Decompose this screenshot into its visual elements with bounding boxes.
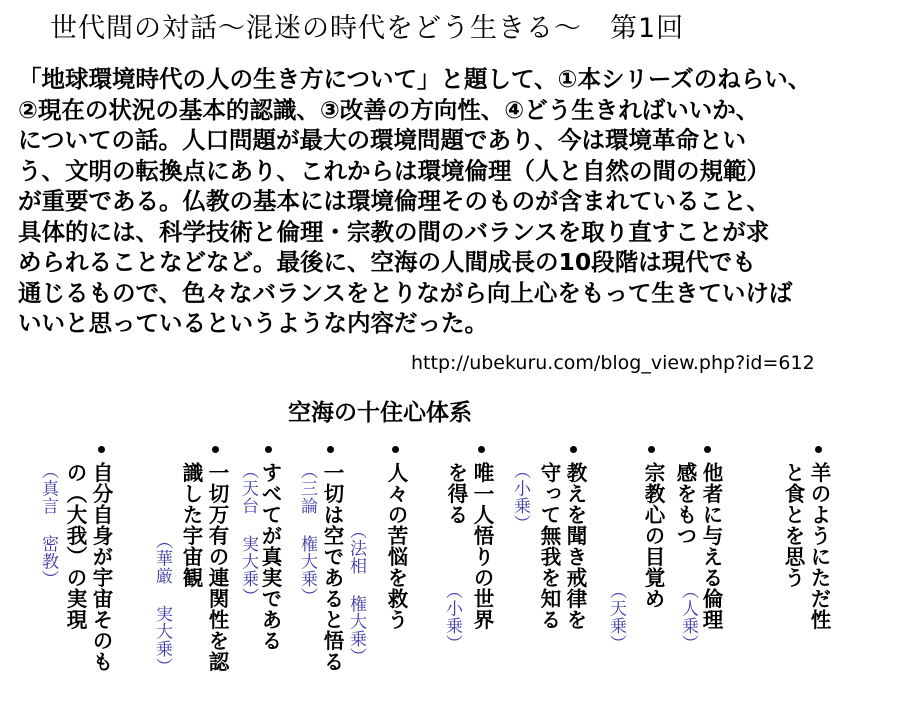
paragraph-line: が重要である。仏教の基本には環境倫理そのものが含まれていること、 <box>18 187 770 215</box>
stage-line: 教えを聞き戒律を <box>563 462 587 630</box>
stage-text <box>640 462 666 609</box>
summary-paragraph <box>18 64 888 339</box>
stage-text <box>62 462 114 672</box>
stage-line: 自分自身が宇宙そのも <box>89 462 113 672</box>
stage-annotation: （天乗） <box>606 582 626 652</box>
stage-line: を得る <box>444 462 468 525</box>
paragraph-line: いいと思っているというような内容だった。 <box>18 309 488 337</box>
stage-text <box>780 462 832 630</box>
stage-line: 識した宇宙観 <box>179 462 203 588</box>
stage-line: と食とを思う <box>781 462 805 588</box>
stage-annotation: （華厳 実大乗） <box>152 532 172 675</box>
bullet-icon <box>392 446 399 453</box>
stage-annotation: （人乗） <box>678 582 698 652</box>
stage-annotation: （小乗） <box>442 582 462 652</box>
paragraph-line: についての話。人口問題が最大の環境問題であり、今は環境革命とい <box>18 126 747 154</box>
paragraph-line: う、文明の転換点にあり、これからは環境倫理（人と自然の間の規範） <box>18 156 770 185</box>
source-url[interactable]: http://ubekuru.com/blog_view.php?id=612 <box>411 352 815 374</box>
paragraph-line: 「地球環境時代の人の生き方について」と題して、①本シリーズのねらい、 <box>18 65 812 93</box>
stage-line: 唯一人悟りの世界 <box>470 462 494 630</box>
bullet-icon <box>212 446 219 453</box>
stage-text <box>536 462 588 630</box>
paragraph-line: められることなどなど。最後に、空海の人間成長の10段階は現代でも <box>18 248 756 276</box>
stage-annotation: （真言 密教） <box>38 462 58 588</box>
stage-text <box>319 462 345 672</box>
stage-line: 羊のようにただ性 <box>807 462 831 630</box>
stage-text <box>178 462 230 672</box>
paragraph-line: 具体的には、科学技術と倫理・宗教の間のバランスを取り直すことが求 <box>18 217 770 246</box>
stage-text <box>383 462 409 630</box>
stage-annotation: （法相 権大乗） <box>346 522 366 665</box>
stage-line: 守って無我を知る <box>537 462 561 630</box>
bullet-icon <box>815 446 822 453</box>
stage-line: 宗教心の目覚め <box>641 462 665 609</box>
stage-line: すべてが真実である <box>258 462 282 651</box>
section-title: 空海の十住心体系 <box>288 400 472 426</box>
paragraph-line: ②現在の状況の基本的認識、③改善の方向性、④どう生きればいいか、 <box>18 95 760 124</box>
stage-line: 一切万有の連関性を認 <box>205 462 229 672</box>
stage-line: 人々の苦悩を救う <box>384 462 408 630</box>
stage-line: の（大我）の実現 <box>63 462 87 630</box>
bullet-icon <box>327 446 334 453</box>
stage-line: 一切は空であると悟る <box>320 462 344 672</box>
bullet-icon <box>704 446 711 453</box>
bullet-icon <box>648 446 655 453</box>
stage-line: 他者に与える倫理 <box>699 462 723 630</box>
paragraph-line: 通じるもので、色々なバランスをとりながら向上心をもって生きていけば <box>18 278 793 307</box>
bullet-icon <box>265 446 272 453</box>
stage-annotation: （天台 実大乗） <box>238 462 258 605</box>
bullet-icon <box>98 446 105 453</box>
stage-line: 感をもつ <box>673 462 697 546</box>
stage-annotation: （小乗） <box>510 462 530 532</box>
bullet-icon <box>478 446 485 453</box>
page-title: 世代間の対話〜混迷の時代をどう生きる〜 第1回 <box>50 13 685 44</box>
stage-annotation: （三論 権大乗） <box>297 462 317 605</box>
bullet-icon <box>570 446 577 453</box>
